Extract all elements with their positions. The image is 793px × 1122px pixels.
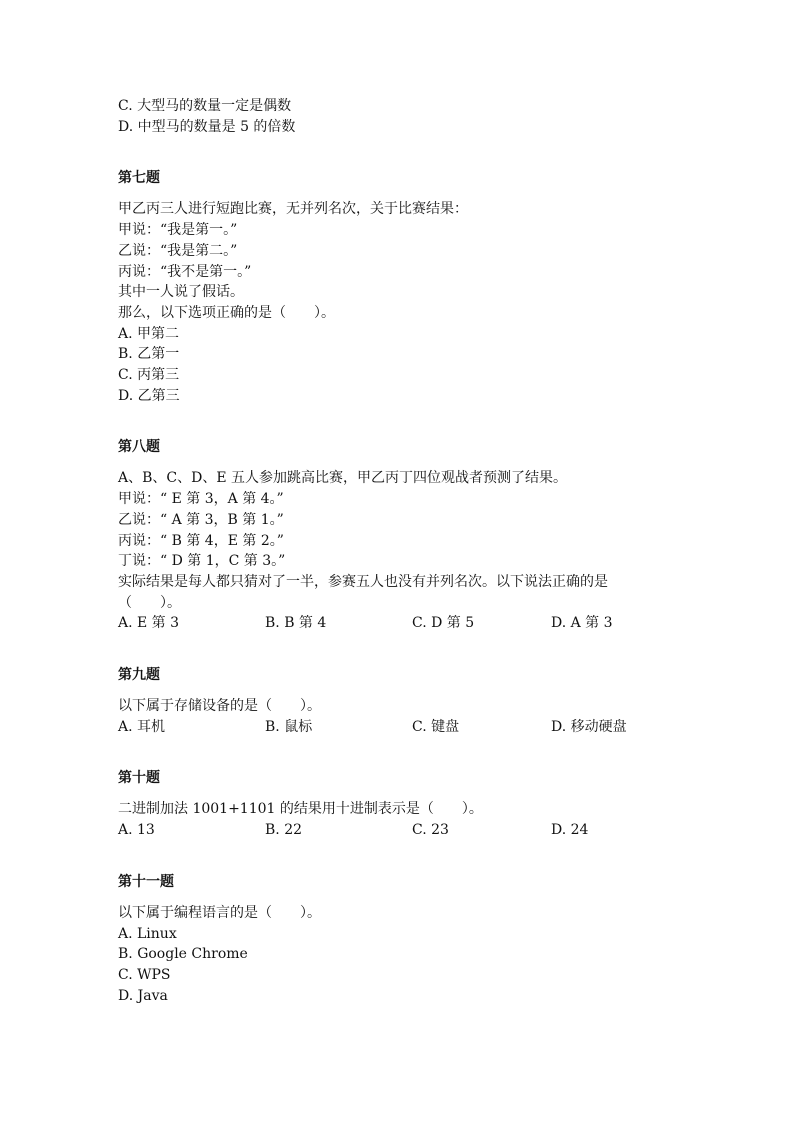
question-7 — [118, 168, 738, 406]
question-9 — [118, 665, 738, 737]
question-prompt: 以下属于存储设备的是（ ）。 — [118, 698, 321, 715]
question-prompt: 实际结果是每人都只猜对了一半，参赛五人也没有并列名次。以下说法正确的是 — [118, 573, 608, 590]
option-line: D. Java — [118, 987, 168, 1004]
option-line: C. 丙第三 — [118, 367, 180, 384]
option-c: C. 键盘 — [412, 718, 460, 735]
option-a: A. E 第 3 — [118, 615, 180, 632]
question-prompt: （ ）。 — [118, 594, 181, 611]
option-b: B. 鼠标 — [265, 718, 313, 735]
question-prompt: 那么，以下选项正确的是（ ）。 — [118, 304, 335, 321]
option-line: A. Linux — [118, 925, 177, 942]
options-row — [118, 717, 738, 738]
option-c: C. D 第 5 — [412, 615, 475, 632]
statement-line: 丁说：“ D 第 1，C 第 3。” — [118, 553, 286, 570]
option-c: C. 23 — [412, 822, 449, 839]
statement-line: 乙说：“ A 第 3，B 第 1。” — [118, 511, 284, 528]
option-a: A. 13 — [118, 822, 155, 839]
statement-line: 甲说：“我是第一。” — [118, 222, 238, 239]
option-d: D. 移动硬盘 — [551, 718, 627, 735]
question-prompt: 以下属于编程语言的是（ ）。 — [118, 904, 321, 921]
option-line: C. 大型马的数量一定是偶数 — [118, 98, 292, 114]
question-title: 第十一题 — [118, 873, 174, 890]
options-row — [118, 820, 738, 841]
option-line: D. 中型马的数量是 5 的倍数 — [118, 118, 296, 135]
statement-line: 甲说：“ E 第 3，A 第 4。” — [118, 491, 284, 508]
question-text: A、B、C、D、E 五人参加跳高比赛，甲乙丙丁四位观战者预测了结果。 — [118, 470, 568, 487]
question-11 — [118, 872, 738, 1007]
question-10 — [118, 768, 738, 840]
question-title: 第十题 — [118, 770, 160, 787]
options-row — [118, 613, 738, 634]
question-text: 其中一人说了假话。 — [118, 284, 244, 301]
option-line: B. Google Chrome — [118, 946, 248, 963]
question-title: 第九题 — [118, 667, 160, 684]
option-d: D. 24 — [551, 822, 589, 839]
statement-line: 乙说：“我是第二。” — [118, 242, 238, 259]
previous-question-tail — [118, 96, 738, 137]
statement-line: 丙说：“ B 第 4，E 第 2。” — [118, 532, 284, 549]
question-title: 第七题 — [118, 170, 160, 187]
option-b: B. B 第 4 — [265, 615, 327, 632]
document-page — [118, 96, 738, 1006]
option-line: C. WPS — [118, 966, 171, 983]
option-line: D. 乙第三 — [118, 387, 180, 404]
option-b: B. 22 — [265, 822, 303, 839]
question-title: 第八题 — [118, 439, 160, 456]
option-line: A. 甲第二 — [118, 325, 180, 342]
statement-line: 丙说：“我不是第一。” — [118, 263, 252, 280]
option-d: D. A 第 3 — [551, 615, 613, 632]
option-line: B. 乙第一 — [118, 346, 180, 363]
question-prompt: 二进制加法 1001+1101 的结果用十进制表示是（ ）。 — [118, 801, 483, 818]
question-text: 甲乙丙三人进行短跑比赛，无并列名次，关于比赛结果： — [118, 201, 468, 218]
option-a: A. 耳机 — [118, 718, 166, 735]
question-8 — [118, 437, 738, 634]
